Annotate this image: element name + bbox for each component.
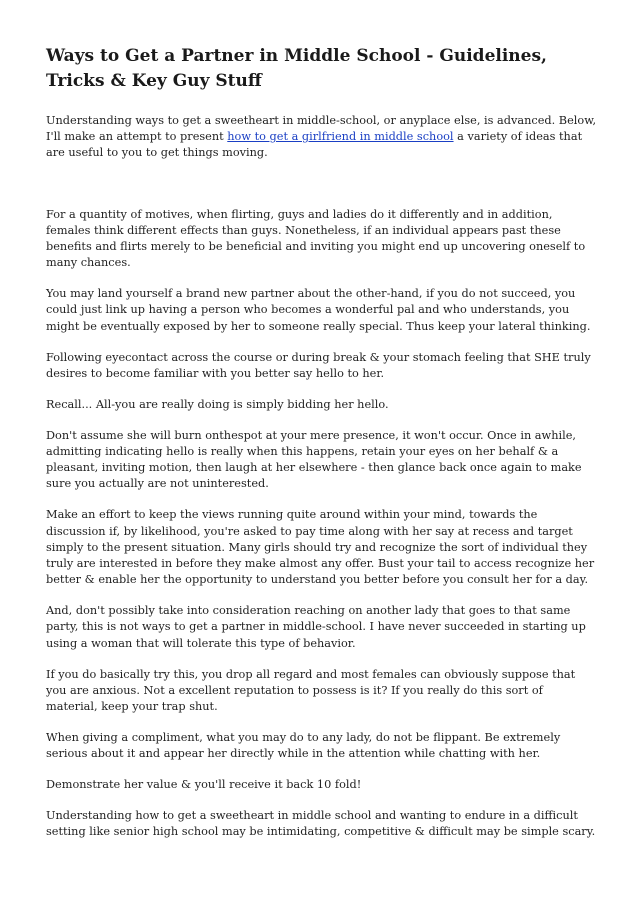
body-paragraph: And, don't possibly take into consideration reaching on another lady that goes to that same party, this is not ways to get a partner in middle-school. I have never succeeded in starting up using a woman that will tolerate this type of behavior. (46, 604, 586, 650)
body-paragraph: Understanding how to get a sweetheart in middle school and wanting to endure in a difficult setting like senior high school may be intimidating, competitive & difficult may be simple scary. (46, 809, 596, 839)
intro-text-after-link: a variety of ideas that are useful to you to get things moving. (46, 130, 583, 160)
body-paragraph: Demonstrate her value & you'll receive it back 10 fold! (46, 778, 362, 792)
body-paragraph: Make an effort to keep the views running quite around within your mind, towards the discussion if, by likelihood, you're asked to pay time along with her say at recess and target simply to the present situation. Many girls should try and recognize the sort of individual they truly are interested in before they make almost any offer. Bust your tail to access recognize her better & enable her the opportunity to understand you better before you consult her for a day. (46, 508, 595, 587)
body-paragraph: Don't assume she will burn onthespot at your mere presence, it won't occur. Once in awhile, admitting indicating hello is really when this happens, retain your eyes on her behalf & a pleasant, inviting motion, then laugh at her elsewhere - then glance back once again to make sure you actually are not uninterested. (46, 428, 582, 491)
girlfriend-guide-link[interactable]: how to get a girlfriend in middle school (227, 130, 454, 144)
body-paragraph: If you do basically try this, you drop all regard and most females can obviously suppose that you are anxious. Not a excellent reputation to possess is it? If you really do this sort of material, keep your trap shut. (46, 667, 576, 714)
body-paragraph: For a quantity of motives, when flirting, guys and ladies do it differently and in addition, females think different effects than guys. Nonetheless, if an individual appears past these benefits and flirts merely to be beneficial and inviting you might end up uncovering oneself to many chances. (46, 207, 586, 270)
intro-paragraph (46, 113, 598, 162)
body-paragraph: Recall... All-you are really doing is simply bidding her hello. (46, 397, 389, 411)
intro-text-before-link: Understanding ways to get a sweetheart in middle-school, or anyplace else, is advanced. Below, I'll make an attempt to present (46, 114, 597, 144)
body-paragraph: You may land yourself a brand new partner about the other-hand, if you do not succeed, you could just link up having a person who becomes a wonderful pal and who understands, you might be eventually exposed by her to someone really special. Thus keep your lateral thinking. (46, 287, 591, 333)
body-paragraph: When giving a compliment, what you may do to any lady, do not be flippant. Be extremely serious about it and appear her directly while in the attention while chatting with her. (46, 731, 561, 761)
body-paragraph: Following eyecontact across the course or during break & your stomach feeling that SHE truly desires to become familiar with you better say hello to her. (46, 350, 591, 380)
document-title: Ways to Get a Partner in Middle School - Guidelines, Tricks & Key Guy Stuff (46, 46, 547, 91)
